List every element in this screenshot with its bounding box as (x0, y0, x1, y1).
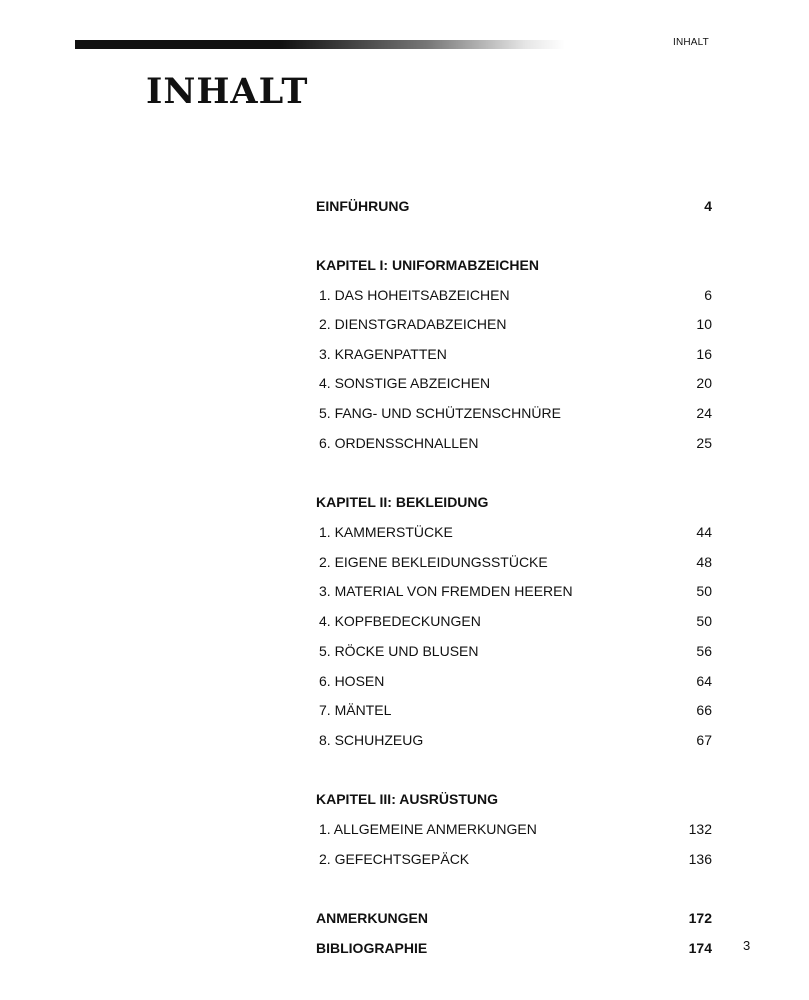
toc-entry[interactable] (316, 581, 712, 601)
toc-entry[interactable] (316, 285, 712, 305)
toc-entry-label: 8. SCHUHZEUG (319, 732, 424, 748)
toc-entry[interactable] (316, 849, 712, 869)
toc-entry[interactable] (316, 373, 712, 393)
toc-entry-page: 6 (704, 287, 712, 303)
toc-entry-label: BIBLIOGRAPHIE (316, 940, 428, 956)
toc-entry[interactable] (316, 819, 712, 839)
page-title: INHALT (146, 71, 309, 112)
chapter-heading-1: KAPITEL I: UNIFORMABZEICHEN (316, 257, 539, 273)
toc-entry-label: 2. GEFECHTSGEPÄCK (319, 851, 470, 867)
toc-entry-page: 132 (688, 821, 712, 837)
toc-entry[interactable] (316, 671, 712, 691)
toc-entry-page: 44 (696, 524, 712, 540)
toc-entry-label: ANMERKUNGEN (316, 910, 428, 926)
toc-entry-label: 1. ALLGEMEINE ANMERKUNGEN (319, 821, 537, 837)
toc-entry[interactable] (316, 344, 712, 364)
toc-entry[interactable] (316, 611, 712, 631)
toc-entry-page: 25 (696, 435, 712, 451)
toc-entry-label: 4. SONSTIGE ABZEICHEN (319, 375, 491, 391)
toc-entry-intro[interactable] (316, 196, 712, 216)
toc-entry-page: 172 (688, 910, 712, 926)
chapter-heading-3: KAPITEL III: AUSRÜSTUNG (316, 791, 499, 807)
toc-entry-page: 16 (696, 346, 712, 362)
toc-entry-page: 136 (688, 851, 712, 867)
toc-entry-label: 6. HOSEN (319, 673, 385, 689)
toc-entry-label: 4. KOPFBEDECKUNGEN (319, 613, 481, 629)
page-number: 3 (743, 938, 751, 953)
toc-entry-bibliography[interactable] (316, 938, 712, 958)
toc-entry-page: 20 (696, 375, 712, 391)
toc-entry[interactable] (316, 730, 712, 750)
toc-entry-page: 174 (688, 940, 712, 956)
chapter-heading-2: KAPITEL II: BEKLEIDUNG (316, 494, 489, 510)
toc-entry-page: 66 (696, 702, 712, 718)
toc-entry-page: 4 (704, 198, 712, 214)
toc-entry-label: 3. MATERIAL VON FREMDEN HEEREN (319, 583, 573, 599)
toc-entry-page: 67 (696, 732, 712, 748)
toc-entry-page: 64 (696, 673, 712, 689)
toc-entry-page: 50 (696, 583, 712, 599)
toc-entry-notes[interactable] (316, 908, 712, 928)
toc-entry-label: 2. EIGENE BEKLEIDUNGSSTÜCKE (319, 554, 548, 570)
toc-entry-label: 5. FANG- UND SCHÜTZENSCHNÜRE (319, 405, 561, 421)
toc-entry-page: 56 (696, 643, 712, 659)
toc-entry-page: 24 (696, 405, 712, 421)
toc-entry-label: 5. RÖCKE UND BLUSEN (319, 643, 479, 659)
toc-entry-label: EINFÜHRUNG (316, 198, 410, 214)
running-head: INHALT (672, 37, 709, 48)
toc-entry-page: 50 (696, 613, 712, 629)
toc-entry-label: 1. DAS HOHEITSABZEICHEN (319, 287, 510, 303)
toc-entry-page: 10 (696, 316, 712, 332)
toc-entry[interactable] (316, 403, 712, 423)
toc-entry-label: 6. ORDENSSCHNALLEN (319, 435, 479, 451)
toc-entry[interactable] (316, 314, 712, 334)
toc-entry[interactable] (316, 433, 712, 453)
toc-entry-page: 48 (696, 554, 712, 570)
toc-entry[interactable] (316, 700, 712, 720)
toc-entry-label: 7. MÄNTEL (319, 702, 392, 718)
toc-entry-label: 3. KRAGENPATTEN (319, 346, 447, 362)
toc-entry[interactable] (316, 552, 712, 572)
toc-entry-label: 2. DIENSTGRADABZEICHEN (319, 316, 507, 332)
toc-entry[interactable] (316, 522, 712, 542)
toc-entry[interactable] (316, 641, 712, 661)
header-rule (75, 40, 565, 49)
toc-entry-label: 1. KAMMERSTÜCKE (319, 524, 453, 540)
